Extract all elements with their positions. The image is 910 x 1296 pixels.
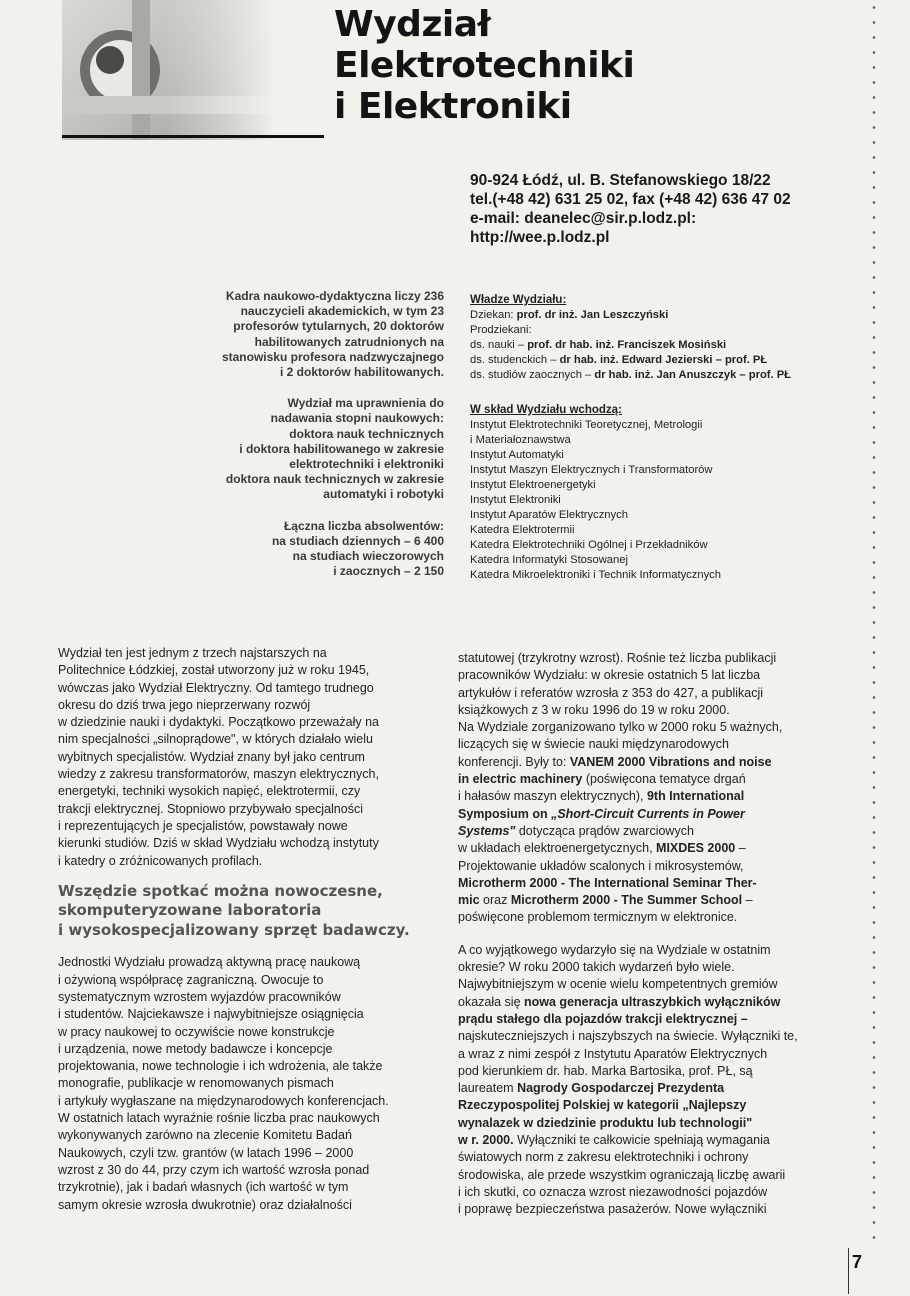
- body-line: Na Wydziale zorganizowano tylko w 2000 roku 5 ważnych,: [458, 720, 783, 735]
- body-line: i urządzenia, nowe metody badawcze i koncepcje: [58, 1041, 333, 1056]
- page-number-rule: [848, 1248, 849, 1294]
- body-line: i poprawę bezpieczeństwa pasażerów. Nowe wyłączniki: [458, 1202, 767, 1217]
- unit-item: Instytut Maszyn Elektrycznych i Transformatorów: [470, 464, 713, 476]
- body-line: poświęcone problemom termicznym w elektronice.: [458, 910, 738, 925]
- subheading-line: skomputeryzowane laboratoria: [58, 901, 322, 920]
- body-line: trzykrotnie), jak i badań własnych (ich wartość w tym: [58, 1180, 349, 1195]
- graduates-line: na studiach wieczorowych: [292, 549, 444, 564]
- body-line: okazała się nowa generacja ultraszybkich wyłączników: [458, 994, 781, 1009]
- graduates-line: i zaocznych – 2 150: [333, 564, 444, 579]
- rights-line: doktora nauk technicznych: [289, 426, 444, 441]
- staff-line: stanowisku profesora nadzwyczajnego: [221, 349, 444, 364]
- body-line: najskuteczniejszych i najszybszych na świecie. Wyłączniki te,: [458, 1029, 798, 1044]
- body-line: kierunki studiów. Dziś w skład Wydziału wchodzą instytuty: [58, 836, 379, 851]
- body-line: w dziedzinie nauki i dydaktyki. Początkowo przeważały na: [58, 715, 379, 730]
- graduates-info: [150, 519, 444, 580]
- body-line: Naukowych, czyli tzw. grantów (w latach 1996 – 2000: [58, 1145, 354, 1160]
- subheading-line: i wysokospecjalizowany sprzęt badawczy.: [58, 920, 410, 939]
- rights-line: automatyki i robotyki: [323, 487, 444, 502]
- faculty-facts: [150, 289, 444, 595]
- contact-phone: tel.(+48 42) 631 25 02, fax (+48 42) 636 47 02: [470, 191, 791, 208]
- body-line: i reprezentujących je specjalistów, powstawały nowe: [58, 818, 348, 833]
- article-column-2: [458, 650, 853, 1219]
- header-rule: [62, 135, 324, 138]
- body-line: wykonywanych zarówno na zlecenie Komitetu Badań: [58, 1128, 352, 1143]
- perforation-dots: [872, 0, 876, 1240]
- unit-item: Katedra Elektrotermii: [470, 524, 575, 536]
- body-line: samym okresie wzrosła dwukrotnie) oraz działalności: [58, 1197, 352, 1212]
- vice-dean-line: ds. studenckich – dr hab. inż. Edward Jezierski – prof. PŁ: [470, 354, 768, 366]
- title-line-3: i Elektroniki: [334, 86, 572, 127]
- contact-address: 90-924 Łódź, ul. B. Stefanowskiego 18/22: [470, 172, 771, 189]
- body-line: systematycznym wzrostem wyjazdów pracowników: [58, 989, 341, 1004]
- body-line: prądu stałego dla pojazdów trakcji elektrycznej –: [458, 1011, 748, 1026]
- body-line: laureatem Nagrody Gospodarczej Prezydenta: [458, 1081, 725, 1096]
- body-line: monografie, publikacje w renomowanych pismach: [58, 1076, 334, 1091]
- body-line: okresie? W roku 2000 takich wydarzeń było wiele.: [458, 960, 735, 975]
- body-line: trakcji elektrycznej. Stopniowo przybywało specjalności: [58, 801, 363, 816]
- body-line: książkowych z 3 w roku 1996 do 19 w roku 2000.: [458, 702, 730, 717]
- body-line: wynalazek w dziedzinie produktu lub technologii": [458, 1115, 753, 1130]
- staff-line: Kadra naukowo-dydaktyczna liczy 236: [225, 289, 444, 303]
- body-line: i studentów. Najciekawsze i najwybitniejsze osiągnięcia: [58, 1007, 364, 1022]
- graduates-line: na studiach dziennych – 6 400: [271, 533, 444, 548]
- faculty-structure: [470, 293, 890, 583]
- staff-line: habilitowanych zatrudnionych na: [254, 334, 444, 349]
- body-line: nim specjalności „silnoprądowe", w których działało wielu: [58, 732, 373, 747]
- body-line: i artykuły wygłaszane na międzynarodowych konferencjach.: [58, 1093, 389, 1108]
- contact-block: [470, 171, 870, 247]
- vice-dean-line: ds. nauki – prof. dr hab. inż. Franciszek Mosiński: [470, 339, 727, 351]
- body-line: A co wyjątkowego wydarzyło się na Wydziale w ostatnim: [458, 942, 771, 957]
- body-line: Symposium on „Short-Circuit Currents in Power: [458, 806, 745, 821]
- body-line: Projektowanie układów scalonych i mikrosystemów,: [458, 858, 744, 873]
- body-line: artykułów i referatów wzrosła z 353 do 427, a publikacji: [458, 685, 764, 700]
- body-line: Wydział ten jest jednym z trzech najstarszych na: [58, 646, 327, 660]
- unit-item: Instytut Automatyki: [470, 449, 564, 461]
- body-line: W ostatnich latach wyraźnie rośnie liczba prac naukowych: [58, 1111, 380, 1126]
- unit-item: Katedra Informatyki Stosowanej: [470, 554, 628, 566]
- body-line: i katedry o zróżnicowanych profilach.: [58, 853, 263, 868]
- body-line: Microtherm 2000 - The International Seminar Ther-: [458, 875, 757, 890]
- page-number: 7: [852, 1252, 863, 1272]
- body-line: pracowników Wydziału: w okresie ostatnich 5 lat liczba: [458, 668, 761, 683]
- body-line: w układach elektroenergetycznych, MIXDES 2000 –: [458, 841, 746, 856]
- body-line: wybitnych specjalistów. Wydział znany był jako centrum: [58, 749, 365, 764]
- unit-item: Instytut Elektroenergetyki: [470, 479, 596, 491]
- unit-item: Instytut Elektroniki: [470, 494, 561, 506]
- rights-line: i doktora habilitowanego w zakresie: [239, 441, 444, 456]
- body-line: liczących się w świecie nauki międzynarodowych: [458, 737, 729, 752]
- contact-email[interactable]: e-mail: deanelec@sir.p.lodz.pl:: [470, 210, 697, 227]
- unit-item: Instytut Aparatów Elektrycznych: [470, 509, 628, 521]
- body-line: projektowania, nowe technologie i ich wdrożenia, ale także: [58, 1059, 383, 1074]
- body-line: energetyki, techniki wysokich napięć, elektrotermii, czy: [58, 784, 361, 799]
- body-line: światowych norm z zakresu elektrotechniki i ochrony: [458, 1150, 749, 1165]
- body-line: okresu do dziś trwa jego nieprzerwany rozwój: [58, 697, 311, 712]
- body-line: w r. 2000. Wyłączniki te całkowicie spełniają wymagania: [458, 1133, 770, 1148]
- units-heading: W skład Wydziału wchodzą:: [470, 404, 622, 416]
- dean-line: Dziekan: prof. dr inż. Jan Leszczyński: [470, 309, 669, 321]
- body-line: mic oraz Microtherm 2000 - The Summer School –: [458, 893, 753, 908]
- vice-deans-label: Prodziekani:: [470, 324, 532, 336]
- title-line-1: Wydział: [334, 4, 491, 45]
- staff-line: nauczycieli akademickich, w tym 23: [240, 304, 444, 319]
- rights-line: doktora nauk technicznych w zakresie: [225, 472, 444, 487]
- body-line: Jednostki Wydziału prowadzą aktywną pracę naukową: [58, 955, 361, 970]
- body-line: wzrost z 30 do 44, przy czym ich wartość wzrosła ponad: [58, 1162, 370, 1177]
- unit-item: Katedra Mikroelektroniki i Technik Informatycznych: [470, 569, 721, 581]
- body-line: wiedzy z zakresu transformatorów, maszyn elektrycznych,: [58, 767, 379, 782]
- body-line: i ożywioną współpracę zagraniczną. Owocuje to: [58, 972, 324, 987]
- unit-item: Instytut Elektrotechniki Teoretycznej, Metrologii: [470, 419, 703, 431]
- unit-item: i Materiałoznawstwa: [470, 434, 571, 446]
- body-line: wówczas jako Wydział Elektryczny. Od tamtego trudnego: [58, 680, 374, 695]
- staff-line: i 2 doktorów habilitowanych.: [279, 365, 444, 380]
- body-line: statutowej (trzykrotny wzrost). Rośnie też liczba publikacji: [458, 651, 777, 665]
- title-line-2: Elektrotechniki: [334, 45, 635, 86]
- body-line: in electric machinery (poświęcona tematyce drgań: [458, 772, 746, 787]
- staff-line: profesorów tytularnych, 20 doktorów: [233, 319, 444, 334]
- body-line: i hałasów maszyn elektrycznych), 9th International: [458, 789, 745, 804]
- body-line: środowiska, ale przede wszystkim ograniczają liczbę awarii: [458, 1167, 786, 1182]
- rights-line: elektrotechniki i elektroniki: [289, 457, 444, 472]
- authorities-heading: Władze Wydziału:: [470, 294, 567, 306]
- rights-line: nadawania stopni naukowych:: [270, 411, 444, 426]
- graduates-line: Łączna liczba absolwentów:: [283, 518, 444, 533]
- page-title: [334, 4, 754, 127]
- body-line: Najwybitniejszym w ocenie wielu kompetentnych gremiów: [458, 977, 778, 992]
- body-line: w pracy naukowej to oczywiście nowe konstrukcje: [58, 1024, 335, 1039]
- body-line: a wraz z nimi zespół z Instytutu Aparatów Elektrycznych: [458, 1046, 768, 1061]
- contact-web[interactable]: http://wee.p.lodz.pl: [470, 229, 610, 246]
- staff-info: [150, 289, 444, 380]
- body-line: pod kierunkiem dr. hab. Marka Bartosika, prof. PŁ, są: [458, 1063, 753, 1078]
- rights-line: Wydział ma uprawnienia do: [287, 396, 444, 411]
- body-line: i ich skutki, co oznacza wzrost niezawodności pojazdów: [458, 1184, 768, 1199]
- subheading-line: Wszędzie spotkać można nowoczesne,: [58, 881, 383, 900]
- unit-item: Katedra Elektrotechniki Ogólnej i Przekładników: [470, 539, 708, 551]
- degree-rights: [150, 396, 444, 502]
- body-line: Politechnice Łódzkiej, został utworzony już w roku 1945,: [58, 663, 370, 678]
- section-subheading: [58, 882, 438, 941]
- header-photo: [62, 0, 324, 140]
- article-column-1: [58, 645, 438, 1214]
- vice-dean-line: ds. studiów zaocznych – dr hab. inż. Jan Anuszczyk – prof. PŁ: [470, 369, 792, 381]
- body-line: konferencji. Były to: VANEM 2000 Vibrations and noise: [458, 754, 772, 769]
- body-line: Systems" dotycząca prądów zwarciowych: [458, 823, 694, 838]
- body-line: Rzeczypospolitej Polskiej w kategorii „Najlepszy: [458, 1098, 747, 1113]
